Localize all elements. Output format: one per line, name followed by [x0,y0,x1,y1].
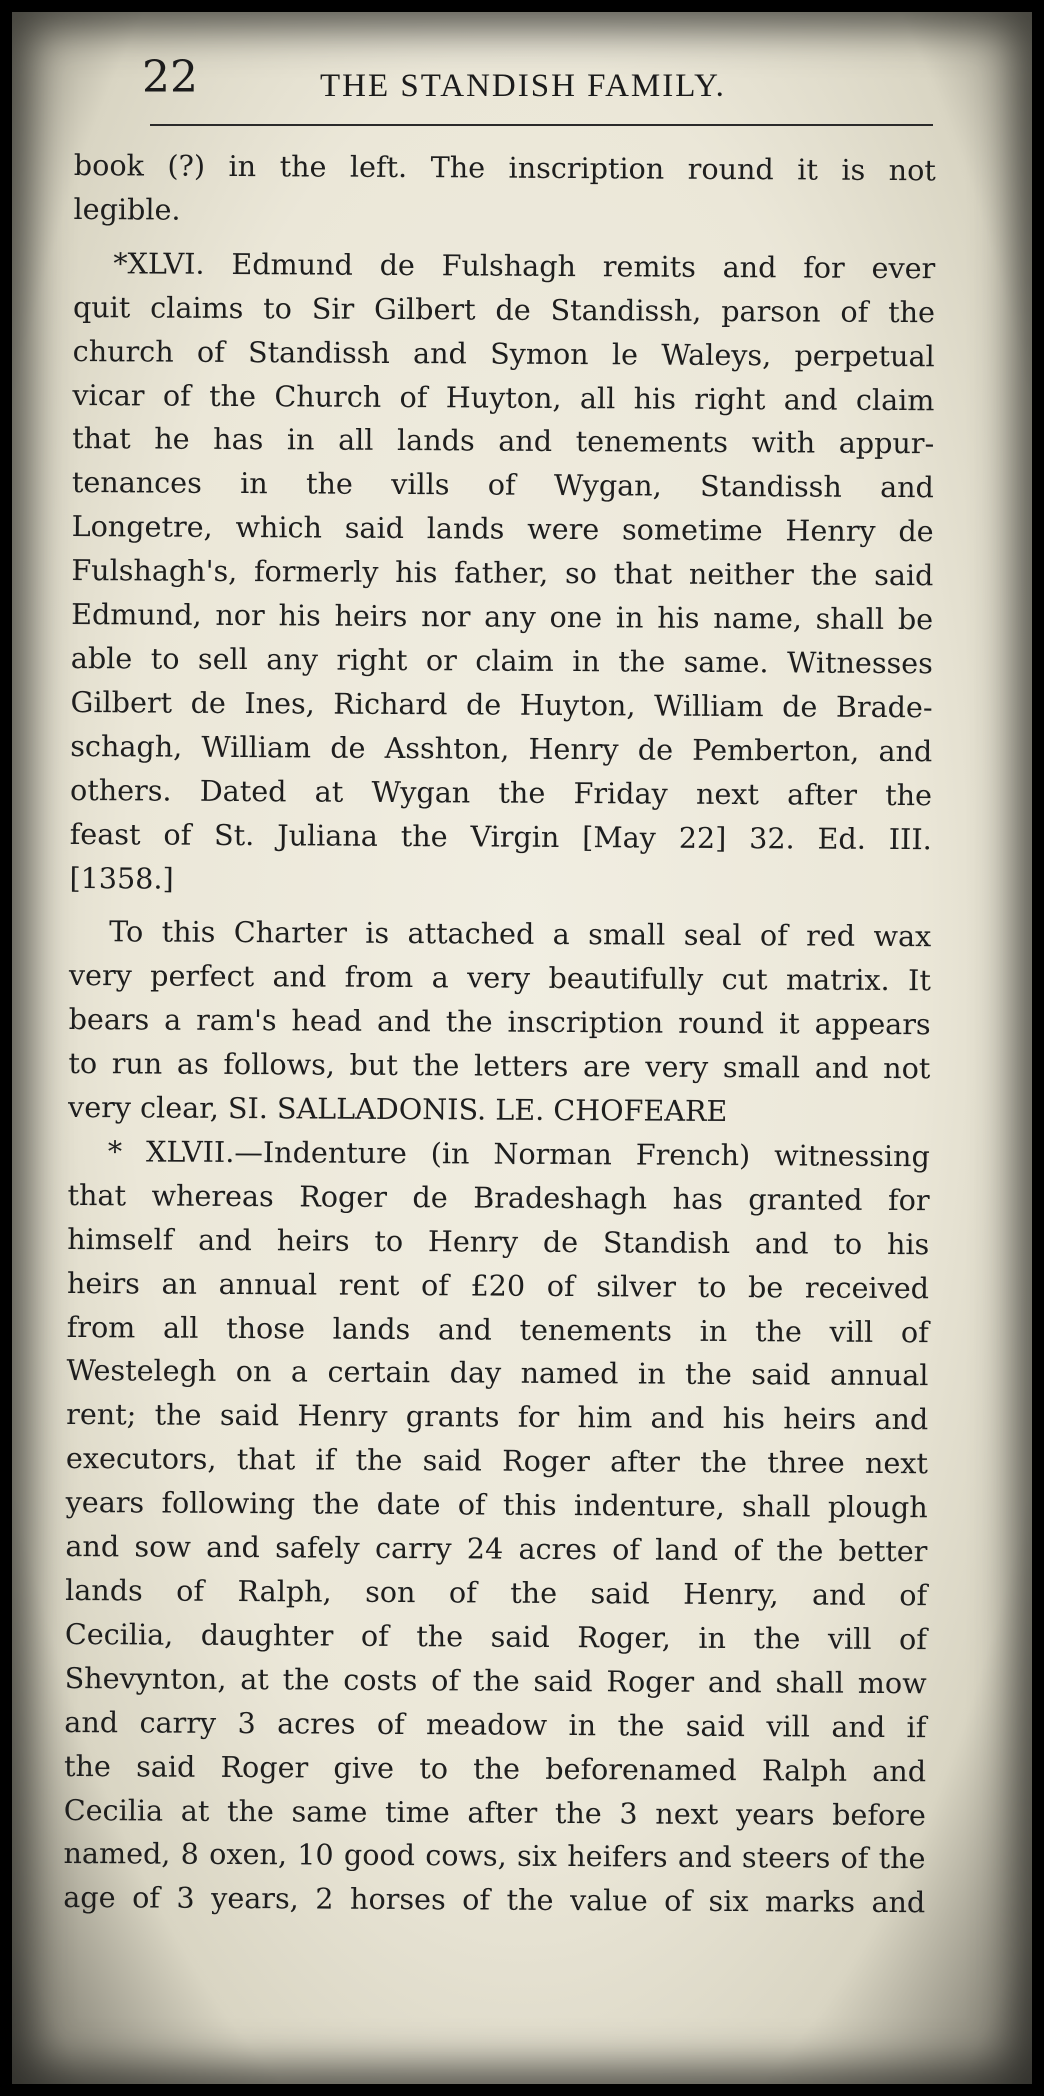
text-line: executors, that if the said Roger after the three next [65,1441,929,1481]
text-line: that whereas Roger de Bradeshagh has granted for [67,1177,930,1218]
text-line: quit claims to Sir Gilbert de Standissh, parson of the [72,289,936,329]
text-line: years following the date of this indenture, shall plough [65,1485,928,1525]
text-line: Cecilia at the same time after the 3 next years before [63,1792,926,1832]
running-title: THE STANDISH FAMILY. [320,68,726,104]
text-line: himself and heirs to Henry de Standish and to his [67,1221,930,1261]
text-line: *XLVI. Edmund de Fulshagh remits and for ever [113,246,936,286]
text-line: lands of Ralph, son of the said Henry, and of [65,1572,928,1613]
text-line: church of Standissh and Symon le Waleys, perpetual [72,333,935,373]
text-line: heirs an annual rent of £20 of silver to be received [66,1265,930,1305]
text-line: bears a ram's head and the inscription round it appears [68,1002,931,1042]
body-text [63,144,936,1925]
text-line: legible. [73,191,181,227]
text-line: Cecilia, daughter of the said Roger, in the vill of [64,1616,927,1657]
text-line: tenances in the vills of Wygan, Standissh and [71,465,935,505]
text-line: very clear, SI. SALLADONIS. LE. CHOFEARE [68,1090,728,1129]
text-line: vicar of the Church of Huyton, all his right and claim [72,377,935,417]
text-line: to run as follows, but the letters are very small and not [68,1046,931,1086]
page-number: 22 [142,52,198,103]
text-line: Fulshagh's, formerly his father, so that neither the said [71,553,934,593]
text-line: able to sell any right or claim in the same. Witnesses [70,640,933,681]
text-line: and sow and safely carry 24 acres of land of the better [65,1529,928,1569]
text-line: very perfect and from a very beautifully cut matrix. It [68,958,932,998]
header-rule [150,124,933,126]
text-line: the said Roger give to the beforenamed Ralph and [63,1748,927,1788]
text-line: feast of St. Juliana the Virgin [May 22] 32. Ed. III. [69,816,932,856]
text-line: that he has in all lands and tenements with appur- [72,421,935,461]
text-line: * XLVII.—Indenture (in Norman French) witnessing [107,1134,930,1174]
book-page [12,12,1032,2084]
text-line: Gilbert de Ines, Richard de Huyton, William de Brade- [70,684,933,725]
text-line: rent; the said Henry grants for him and his heirs and [66,1397,929,1437]
text-line: from all those lands and tenements in the vill of [66,1309,929,1349]
text-line: [1358.] [69,860,174,896]
text-line: Shevynton, at the costs of the said Roger and shall mow [64,1660,927,1701]
text-line: age of 3 years, 2 horses of the value of six marks and [63,1880,926,1920]
text-line: Westelegh on a certain day named in the said annual [66,1353,929,1393]
text-line: Edmund, nor his heirs nor any one in his name, shall be [71,597,934,637]
text-line: and carry 3 acres of meadow in the said vill and if [64,1704,927,1744]
text-line: To this Charter is attached a small seal of red wax [109,914,932,954]
text-line: Longetre, which said lands were sometime Henry de [71,509,934,549]
text-line: named, 8 oxen, 10 good cows, six heifers and steers of the [63,1836,926,1876]
text-line: book (?) in the left. The inscription round it is not [73,147,936,188]
page-header [140,50,940,110]
text-line: schagh, William de Asshton, Henry de Pemberton, and [70,728,933,769]
text-line: others. Dated at Wygan the Friday next after the [69,772,933,812]
